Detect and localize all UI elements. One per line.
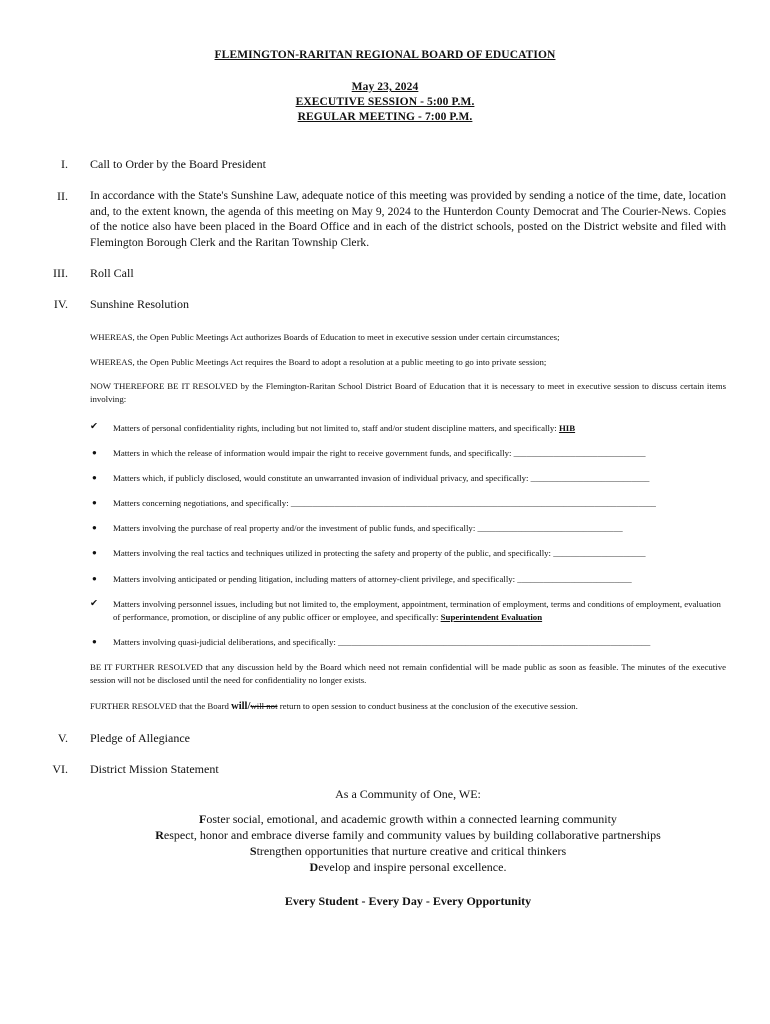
section-number: VI.: [52, 762, 68, 776]
mission-line: [0, 827, 770, 843]
item-text: Matters involving personnel issues, including but not limited to, the employment, appointment, termination of employment, terms and conditions of employment, evaluation of performance, promotion, or discipline of any public officer or employee, and specifically:: [113, 599, 721, 622]
mission-initial: F: [199, 812, 207, 826]
now-therefore-clause: NOW THEREFORE BE IT RESOLVED by the Flemington-Raritan School District Board of Education that it is necessary to meet in executive session to discuss certain items involving:: [90, 381, 726, 404]
district-motto: Every Student - Every Day - Every Opportunity: [284, 894, 532, 908]
item-fill: HIB: [558, 423, 576, 433]
item-text: Matters involving quasi-judicial deliberations, and specifically: _______________________________________________________________________: [113, 637, 651, 647]
mission-intro: As a Community of One, WE:: [335, 787, 481, 801]
list-item: [113, 547, 725, 560]
bullet-icon: ●: [92, 473, 97, 482]
section-pledge: Pledge of Allegiance: [90, 731, 190, 745]
item-text: Matters concerning negotiations, and specifically: ___________________________________________________________________________________: [113, 498, 656, 508]
mission-initial: R: [155, 828, 164, 842]
mission-initial: D: [309, 860, 319, 874]
bullet-icon: ●: [92, 548, 97, 557]
mission-text: espect, honor and embrace diverse family and community values by building collaborative partnerships: [163, 828, 661, 842]
section-mission-statement: District Mission Statement: [90, 762, 219, 776]
item-text: Matters which, if publicly disclosed, would constitute an unwarranted invasion of individual privacy, and specifically: ___________________________: [113, 473, 650, 483]
list-item: [113, 573, 725, 586]
mission-text: oster social, emotional, and academic growth within a connected learning community: [206, 812, 617, 826]
bullet-icon: ●: [92, 574, 97, 583]
item-fill: Superintendent Evaluation: [440, 612, 543, 622]
will-not-option: will not: [250, 701, 278, 711]
item-text: Matters of personal confidentiality rights, including but not limited to, staff and/or student discipline matters, and specifically:: [113, 423, 559, 433]
item-text: Matters involving anticipated or pending litigation, including matters of attorney-client privilege, and specifically: __________________________: [113, 574, 632, 584]
meeting-date: May 23, 2024: [351, 81, 419, 93]
section-number: II.: [57, 189, 68, 203]
sunshine-law-notice: In accordance with the State's Sunshine Law, adequate notice of this meeting was provided by sending a notice of the time, date, location and, to the extent known, the agenda of this meeting on May 9, 2024 to the Hunterdon County Democrat and The Courier-News. Copies of the notice also have been placed in the Board Office and in each of the district schools, posted on the District website and filed with Flemington Borough Clerk and the Raritan Township Clerk.: [90, 189, 726, 249]
list-item: [113, 472, 725, 485]
further-resolved-return-clause: [90, 700, 726, 713]
list-item: [113, 598, 725, 624]
checkmark-icon: ✔: [90, 422, 98, 432]
whereas-clause-1: WHEREAS, the Open Public Meetings Act authorizes Boards of Education to meet in executive session under certain circumstances;: [90, 332, 560, 342]
mission-line: [0, 859, 770, 875]
mission-text: trengthen opportunities that nurture creative and critical thinkers: [256, 844, 567, 858]
executive-session-time: EXECUTIVE SESSION - 5:00 P.M.: [295, 96, 475, 108]
section-number: I.: [61, 157, 68, 171]
item-text: Matters involving the real tactics and techniques utilized in protecting the safety and property of the public, and specifically: _____________________: [113, 548, 646, 558]
mission-initial: S: [249, 844, 257, 858]
list-item: [113, 447, 725, 460]
regular-meeting-time: REGULAR MEETING - 7:00 P.M.: [297, 111, 473, 123]
mission-line: [0, 843, 770, 859]
will-option: will: [231, 701, 248, 712]
item-text: Matters involving the purchase of real property and/or the investment of public funds, and specifically: _________________________________: [113, 523, 623, 533]
checkmark-icon: ✔: [90, 599, 98, 609]
item-text: Matters in which the release of information would impair the right to receive government funds, and specifically: ______________________________: [113, 448, 646, 458]
mission-text: evelop and inspire personal excellence.: [318, 860, 507, 874]
list-item: [113, 497, 725, 510]
list-item: [113, 636, 725, 649]
bullet-icon: ●: [92, 448, 97, 457]
clause-text: return to open session to conduct business at the conclusion of the executive session.: [277, 701, 578, 711]
section-roll-call: Roll Call: [90, 266, 134, 280]
mission-line: [0, 811, 770, 827]
list-item: [113, 522, 725, 535]
section-number: IV.: [53, 297, 68, 311]
section-number: V.: [57, 731, 68, 745]
bullet-icon: ●: [92, 523, 97, 532]
clause-text: FURTHER RESOLVED that the Board: [90, 701, 232, 711]
slash: /: [247, 701, 251, 712]
bullet-icon: ●: [92, 498, 97, 507]
section-sunshine-resolution: Sunshine Resolution: [90, 297, 190, 311]
list-item: [113, 422, 725, 435]
section-call-to-order: Call to Order by the Board President: [90, 157, 266, 171]
further-resolved-clause: BE IT FURTHER RESOLVED that any discussion held by the Board which need not remain confidential will be made public as soon as feasible. The minutes of the executive session will not be disclosed until the need for confidentiality no longer exists.: [90, 662, 726, 685]
whereas-clause-2: WHEREAS, the Open Public Meetings Act requires the Board to adopt a resolution at a public meeting to go into private session;: [90, 357, 547, 367]
org-title: FLEMINGTON-RARITAN REGIONAL BOARD OF EDUCATION: [214, 49, 556, 61]
bullet-icon: ●: [92, 637, 97, 646]
section-number: III.: [53, 266, 68, 280]
